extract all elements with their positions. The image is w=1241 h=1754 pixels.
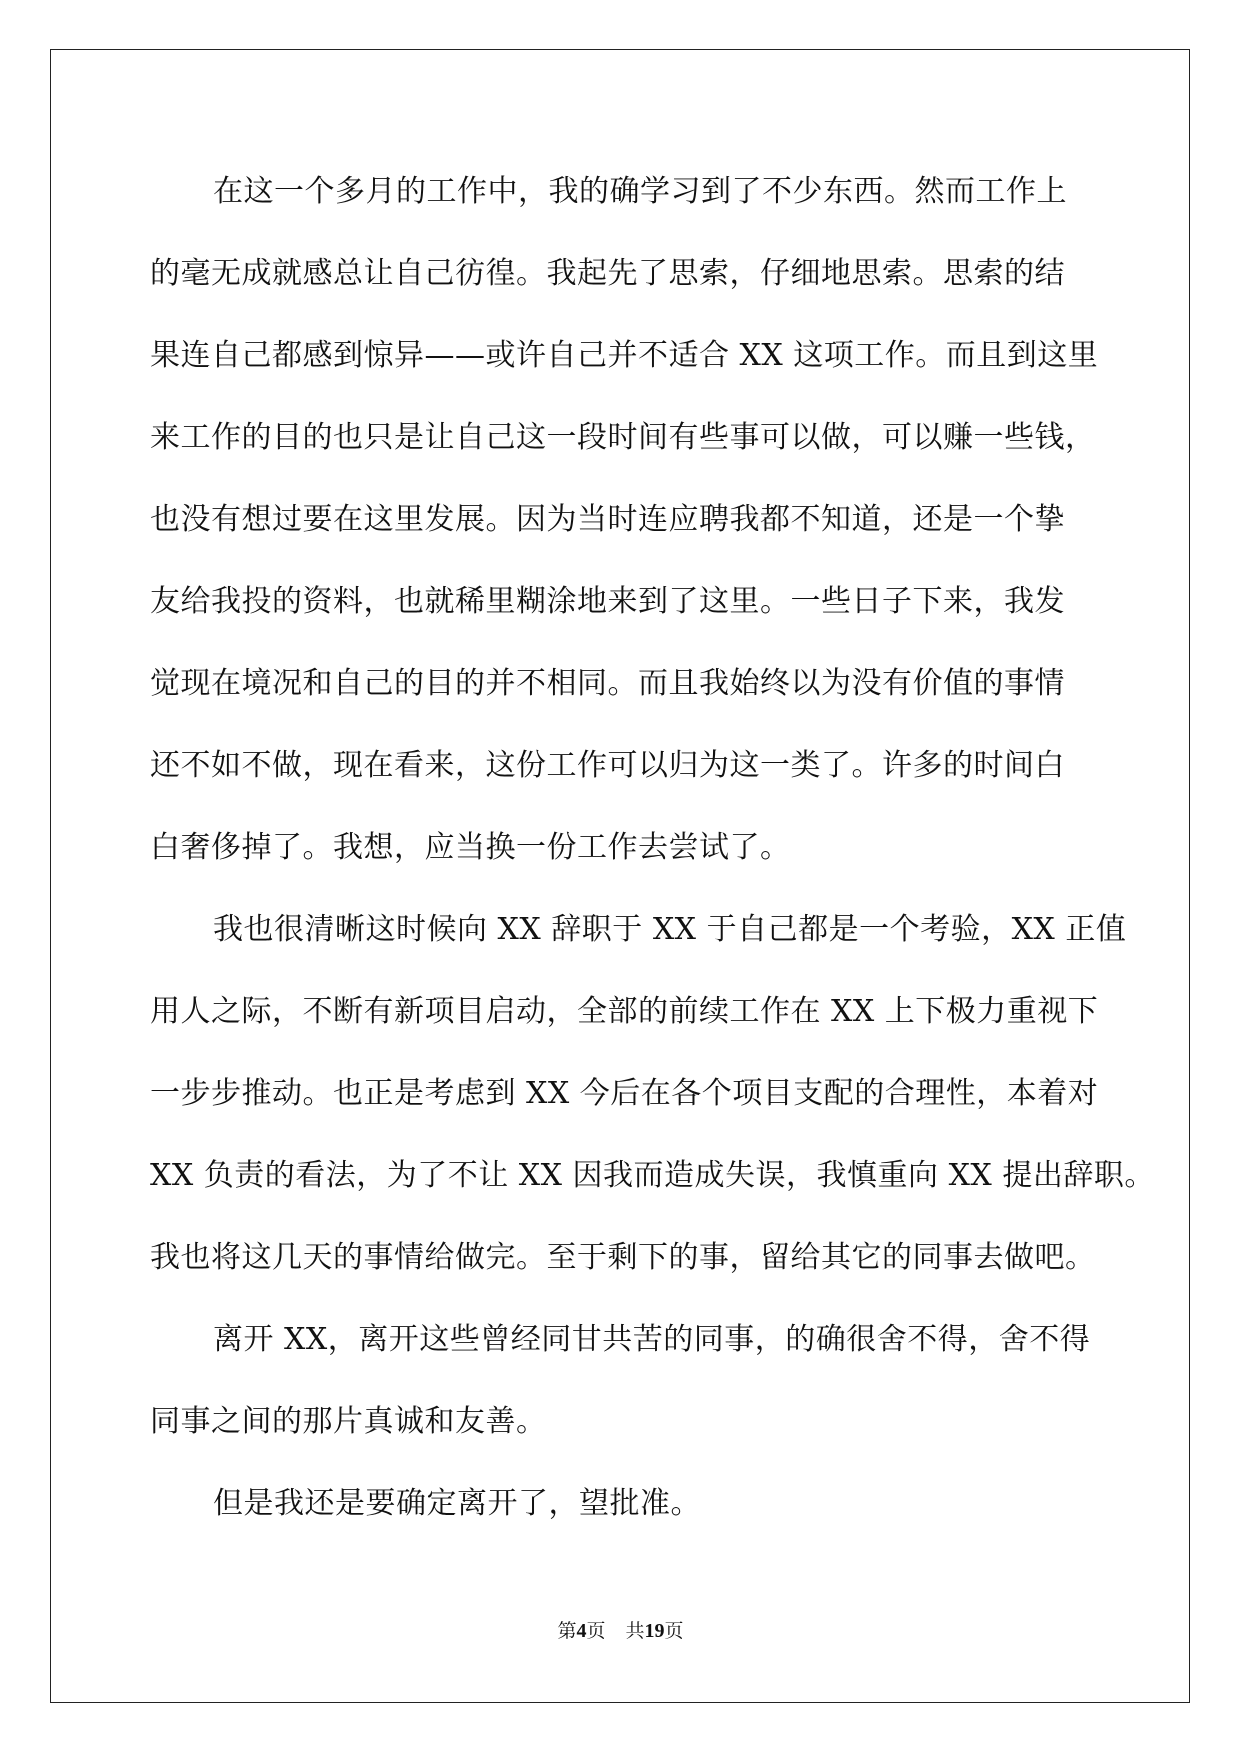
page-suffix: 页 bbox=[586, 1620, 606, 1642]
total-suffix: 页 bbox=[664, 1620, 684, 1642]
total-pages: 19 bbox=[644, 1620, 665, 1642]
paragraph-3-line-1: 离开 XX，离开这些曾经同甘共苦的同事，的确很舍不得，舍不得 bbox=[213, 1322, 1091, 1357]
paragraph-1-line-3: 果连自己都感到惊异——或许自己并不适合 XX 这项工作。而且到这里 bbox=[150, 338, 1099, 373]
page-footer bbox=[0, 1619, 1241, 1643]
paragraph-1-line-8: 还不如不做，现在看来，这份工作可以归为这一类了。许多的时间白 bbox=[150, 748, 1065, 783]
paragraph-1-line-7: 觉现在境况和自己的目的并不相同。而且我始终以为没有价值的事情 bbox=[150, 666, 1065, 701]
paragraph-2-line-2: 用人之际，不断有新项目启动，全部的前续工作在 XX 上下极力重视下 bbox=[150, 994, 1099, 1029]
total-prefix: 共 bbox=[625, 1620, 645, 1642]
paragraph-2-line-3: 一步步推动。也正是考虑到 XX 今后在各个项目支配的合理性，本着对 bbox=[150, 1076, 1099, 1111]
page-prefix: 第 bbox=[557, 1620, 577, 1642]
paragraph-1-line-2: 的毫无成就感总让自己彷徨。我起先了思索，仔细地思索。思索的结 bbox=[150, 256, 1065, 291]
document-body bbox=[150, 151, 1155, 1545]
paragraph-1-line-5: 也没有想过要在这里发展。因为当时连应聘我都不知道，还是一个挚 bbox=[150, 502, 1065, 537]
paragraph-4-line-1: 但是我还是要确定离开了，望批准。 bbox=[213, 1486, 701, 1521]
paragraph-3-line-2: 同事之间的那片真诚和友善。 bbox=[150, 1404, 547, 1439]
paragraph-1-line-6: 友给我投的资料，也就稀里糊涂地来到了这里。一些日子下来，我发 bbox=[150, 584, 1065, 619]
paragraph-1-line-1: 在这一个多月的工作中，我的确学习到了不少东西。然而工作上 bbox=[213, 174, 1067, 209]
paragraph-1-line-9: 白奢侈掉了。我想，应当换一份工作去尝试了。 bbox=[150, 830, 791, 865]
paragraph-2-line-1: 我也很清晰这时候向 XX 辞职于 XX 于自己都是一个考验，XX 正值 bbox=[213, 912, 1127, 947]
paragraph-2-line-4: XX 负责的看法，为了不让 XX 因我而造成失误，我慎重向 XX 提出辞职。 bbox=[150, 1158, 1155, 1193]
page-number: 4 bbox=[576, 1620, 587, 1642]
paragraph-1-line-4: 来工作的目的也只是让自己这一段时间有些事可以做，可以赚一些钱， bbox=[150, 420, 1096, 455]
paragraph-2-line-5: 我也将这几天的事情给做完。至于剩下的事，留给其它的同事去做吧。 bbox=[150, 1240, 1096, 1275]
